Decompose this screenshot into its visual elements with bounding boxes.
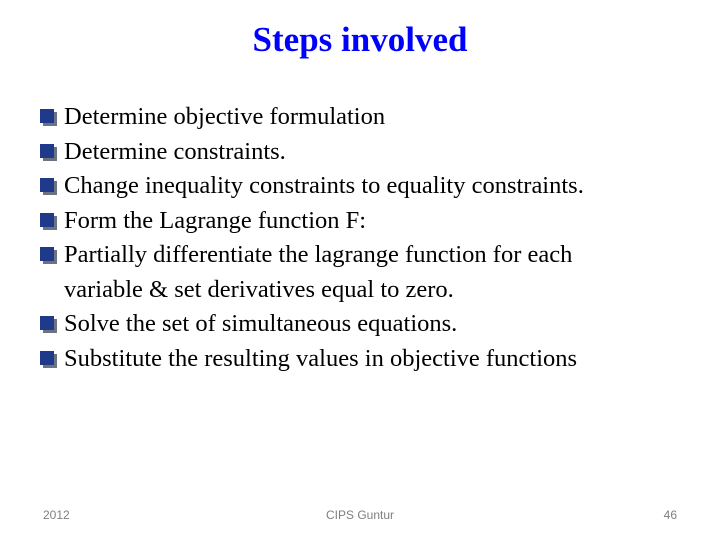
checkbox-bullet-icon <box>40 178 54 192</box>
bullet-item <box>38 307 708 342</box>
bullet-item <box>38 342 708 377</box>
footer-date: 2012 <box>43 508 70 522</box>
footer-organization: CIPS Guntur <box>325 508 395 522</box>
checkbox-bullet-icon <box>40 109 54 123</box>
bullet-text: Solve the set of simultaneous equations. <box>64 310 458 337</box>
bullet-item <box>38 135 708 170</box>
bullet-text: Form the Lagrange function F: <box>64 206 367 234</box>
bullet-text: Determine objective formulation <box>64 103 386 130</box>
bullet-text: Partially differentiate the lagrange function for each <box>64 241 573 268</box>
footer-page-number: 46 <box>663 508 677 522</box>
checkbox-bullet-icon <box>40 213 54 227</box>
bullet-item <box>38 204 708 239</box>
slide-title: Steps involved <box>252 20 468 59</box>
checkbox-bullet-icon <box>40 144 54 158</box>
checkbox-bullet-icon <box>40 351 54 365</box>
bullet-item <box>38 238 708 307</box>
bullet-text-continuation: variable & set derivatives equal to zero. <box>64 275 454 303</box>
bullet-text: Substitute the resulting values in objective functions <box>64 344 578 372</box>
checkbox-bullet-icon <box>40 247 54 261</box>
bullet-item <box>38 169 708 204</box>
bullet-list <box>38 100 708 376</box>
checkbox-bullet-icon <box>40 316 54 330</box>
bullet-text: Determine constraints. <box>64 137 286 165</box>
bullet-text: Change inequality constraints to equality constraints. <box>64 172 584 199</box>
bullet-item <box>38 100 708 135</box>
